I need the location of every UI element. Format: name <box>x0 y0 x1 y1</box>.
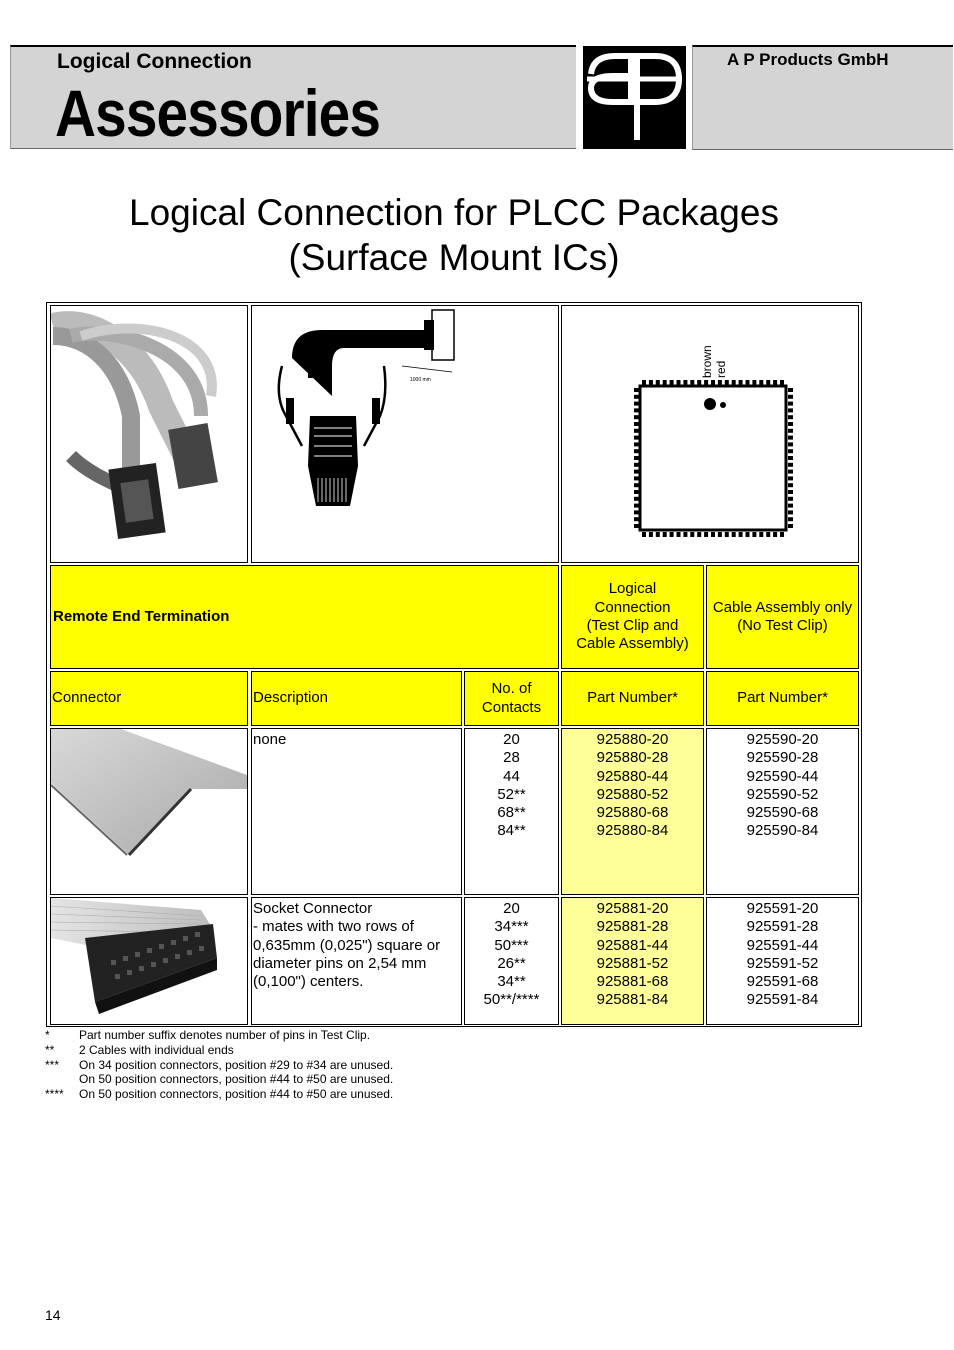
logical-header-line: Connection <box>594 598 671 616</box>
part-number: 925880-68 <box>596 804 669 822</box>
part-number: 925590-84 <box>746 822 819 840</box>
plcc-pin <box>788 442 793 446</box>
company-name: A P Products GmbH <box>727 50 889 69</box>
plcc-pin <box>746 532 750 537</box>
cable-part-cell <box>706 897 859 1025</box>
footnote-text: On 50 position connectors, position #44 to #50 are unused. <box>79 1072 394 1087</box>
contacts-cell <box>464 728 559 895</box>
plcc-pin <box>788 497 793 501</box>
description-line: Socket Connector <box>253 900 373 917</box>
connector-image-socket <box>50 897 248 1025</box>
footnote <box>45 1087 393 1102</box>
plcc-pin <box>788 415 793 419</box>
cable-assembly-photo <box>51 306 247 562</box>
plcc-pin <box>634 504 639 508</box>
part-number: 925880-52 <box>596 785 669 803</box>
col-header-description-label: Description <box>253 689 329 707</box>
footnote-mark: *** <box>45 1057 60 1072</box>
cable-part-cell <box>706 728 859 895</box>
plcc-pin <box>634 395 639 399</box>
wire-label-brown: brown <box>700 345 714 378</box>
contacts-value: 52** <box>497 785 526 803</box>
contacts-value: 68** <box>497 804 526 822</box>
wire-label-red: red <box>714 360 728 378</box>
plcc-pin <box>788 510 793 514</box>
plcc-pin <box>634 422 639 426</box>
part-number: 925881-44 <box>596 936 669 954</box>
plcc-pin <box>634 429 639 433</box>
plcc-pin <box>788 422 793 426</box>
length-label: 1000 mm <box>410 377 431 383</box>
col-header-part-logical <box>561 671 704 726</box>
plcc-pin <box>634 415 639 419</box>
plcc-pin <box>725 380 729 385</box>
plcc-pin <box>788 449 793 453</box>
col-header-description <box>251 671 462 726</box>
plcc-pin <box>649 532 653 537</box>
footnote-text: Part number suffix denotes number of pins in Test Clip. <box>79 1028 371 1042</box>
contacts-value: 20 <box>503 731 520 748</box>
part-number: 925880-28 <box>596 749 669 767</box>
part-number: 925590-44 <box>746 767 819 785</box>
plcc-pin <box>634 402 639 406</box>
header-section-panel <box>10 45 576 149</box>
plcc-pin <box>746 380 750 385</box>
cable-assembly-header <box>706 565 859 669</box>
col-header-part-logical-label: Part Number* <box>587 689 678 707</box>
plcc-pin <box>732 532 736 537</box>
footnote-mark <box>45 1072 79 1087</box>
plcc-pin <box>718 532 722 537</box>
plcc-pin <box>683 532 687 537</box>
plcc-pin <box>642 380 646 385</box>
part-number: 925881-20 <box>596 900 669 917</box>
col-header-part-cable <box>706 671 859 726</box>
plcc-pin <box>697 532 701 537</box>
plcc-pin <box>649 380 653 385</box>
plcc-pin <box>690 532 694 537</box>
page-title-line-1: Logical Connection for PLCC Packages <box>129 192 779 233</box>
footnote <box>45 1028 393 1043</box>
contacts-value: 50**/**** <box>483 991 540 1009</box>
plcc-pin <box>656 532 660 537</box>
plcc-pin <box>642 532 646 537</box>
plcc-pin <box>752 380 756 385</box>
plcc-pin <box>780 380 784 385</box>
page-title <box>0 190 908 280</box>
part-number: 925591-44 <box>746 936 819 954</box>
plcc-pin <box>759 380 763 385</box>
plcc-pin <box>634 483 639 487</box>
plcc-pin <box>634 497 639 501</box>
page-number: 14 <box>45 1307 61 1323</box>
description-line: (0,100") centers. <box>253 973 364 991</box>
description-line: diameter pins on 2,54 mm <box>253 954 427 972</box>
remote-end-termination-header <box>50 565 559 669</box>
contacts-value: 28 <box>503 749 520 767</box>
ap-logo <box>583 46 686 149</box>
plcc-pin <box>788 504 793 508</box>
plcc-pin <box>773 380 777 385</box>
plcc-pin <box>788 490 793 494</box>
plcc-pin <box>739 532 743 537</box>
contacts-value: 50*** <box>494 936 529 954</box>
plcc-pin <box>656 380 660 385</box>
plcc-pin <box>718 380 722 385</box>
description-cell <box>251 728 462 895</box>
plcc-pin <box>788 483 793 487</box>
part-number: 925881-52 <box>596 954 669 972</box>
part-number: 925590-52 <box>746 785 819 803</box>
logical-header-line: Logical <box>608 580 657 598</box>
footnote-text: 2 Cables with individual ends <box>79 1042 234 1057</box>
plcc-pin <box>634 463 639 467</box>
plcc-pin <box>690 380 694 385</box>
plcc-pin <box>788 436 793 440</box>
logical-connection-header <box>561 565 704 669</box>
plcc-pin <box>634 490 639 494</box>
plcc-pin <box>788 456 793 460</box>
ap-logo-icon <box>583 46 686 149</box>
plcc-pin <box>725 532 729 537</box>
contacts-value: 20 <box>503 900 520 917</box>
footnote <box>45 1043 393 1058</box>
part-number: 925591-20 <box>746 900 819 917</box>
header-title: Assessories <box>55 76 381 150</box>
contacts-value: 44 <box>503 767 520 785</box>
plcc-pin <box>788 395 793 399</box>
contacts-value: 84** <box>497 822 526 840</box>
contacts-value: 34*** <box>494 918 529 936</box>
plcc-pin <box>634 470 639 474</box>
footnote-text: On 34 position connectors, position #29 to #34 are unused. <box>79 1057 394 1072</box>
footnotes <box>45 1028 393 1102</box>
footnote-mark: * <box>45 1028 50 1042</box>
description-line: none <box>253 731 287 748</box>
plcc-pin <box>788 517 793 521</box>
col-header-connector <box>50 671 248 726</box>
plcc-pin <box>634 388 639 392</box>
plcc-pin <box>704 532 708 537</box>
plcc-pin <box>634 517 639 521</box>
part-number: 925881-68 <box>596 973 669 991</box>
description-cell <box>251 897 462 1025</box>
part-number: 925591-52 <box>746 954 819 972</box>
plcc-pin <box>788 476 793 480</box>
connector-image-ribbon <box>50 728 248 895</box>
plcc-pin <box>780 532 784 537</box>
part-number: 925880-44 <box>596 767 669 785</box>
test-clip-drawing <box>252 306 558 562</box>
part-number: 925881-84 <box>596 991 669 1009</box>
plcc-pin <box>670 380 674 385</box>
part-number: 925591-68 <box>746 973 819 991</box>
pin1-dot <box>704 398 716 410</box>
plcc-pin <box>788 429 793 433</box>
plcc-pin <box>788 524 793 528</box>
contacts-value: 34** <box>497 973 526 991</box>
logical-header-line: Cable Assembly) <box>576 635 689 653</box>
col-header-contacts-line: No. of <box>491 680 532 698</box>
plcc-pin <box>663 380 667 385</box>
part-number: 925880-84 <box>596 822 669 840</box>
col-header-contacts-line: Contacts <box>481 698 542 716</box>
plcc-pin <box>697 380 701 385</box>
plcc-pin <box>704 380 708 385</box>
plcc-pin <box>766 532 770 537</box>
plcc-pin <box>677 532 681 537</box>
plcc-pin <box>683 380 687 385</box>
plcc-pin <box>677 380 681 385</box>
plcc-pin <box>711 532 715 537</box>
socket-connector-image <box>51 898 247 1024</box>
plcc-pin <box>752 532 756 537</box>
page-title-line-2: (Surface Mount ICs) <box>288 237 620 278</box>
plcc-pin <box>788 470 793 474</box>
plcc-pin <box>766 380 770 385</box>
col-header-part-cable-label: Part Number* <box>737 689 828 707</box>
plcc-package-drawing <box>562 306 858 562</box>
plcc-pin <box>732 380 736 385</box>
contacts-value: 26** <box>497 954 526 972</box>
plcc-pin <box>711 380 715 385</box>
part-number: 925590-28 <box>746 749 819 767</box>
plcc-pin <box>670 532 674 537</box>
col-header-connector-label: Connector <box>52 689 122 707</box>
logical-part-cell <box>561 897 704 1025</box>
test-clip-diagram-cell <box>251 305 559 563</box>
part-number: 925591-28 <box>746 918 819 936</box>
plcc-pin <box>634 456 639 460</box>
part-number: 925590-20 <box>746 731 819 748</box>
cable-photo-cell <box>50 305 248 563</box>
part-number: 925880-20 <box>596 731 669 748</box>
plcc-pin <box>759 532 763 537</box>
remote-end-termination-label: Remote End Termination <box>53 607 230 625</box>
description-line: 0,635mm (0,025") square or <box>253 936 441 954</box>
plcc-pin <box>634 408 639 412</box>
plcc-pin <box>788 463 793 467</box>
plcc-pin <box>739 380 743 385</box>
plcc-pin <box>788 388 793 392</box>
cable-header-line: (No Test Clip) <box>737 617 828 634</box>
footnote-mark: **** <box>45 1087 64 1102</box>
contacts-cell <box>464 897 559 1025</box>
logical-part-cell <box>561 728 704 895</box>
logical-header-line: (Test Clip and <box>586 617 679 634</box>
plcc-pin <box>634 442 639 446</box>
header-company-panel <box>692 45 953 150</box>
footnote-mark: ** <box>45 1042 55 1057</box>
part-number: 925590-68 <box>746 804 819 822</box>
header-section-label: Logical Connection <box>57 50 252 73</box>
flat-ribbon-cable-image <box>51 729 247 894</box>
cable-header-line: Cable Assembly only <box>712 598 853 616</box>
plcc-pin <box>634 436 639 440</box>
plcc-pin <box>788 408 793 412</box>
plcc-pin <box>634 510 639 514</box>
part-number: 925591-84 <box>746 991 819 1009</box>
plcc-pin <box>634 449 639 453</box>
plcc-pin <box>773 532 777 537</box>
description-line: - mates with two rows of <box>253 918 414 936</box>
plcc-pin <box>788 402 793 406</box>
footnote-text: On 50 position connectors, position #44 to #50 are unused. <box>79 1087 394 1102</box>
plcc-pin <box>663 532 667 537</box>
plcc-pinout-cell <box>561 305 859 563</box>
plcc-pin <box>634 524 639 528</box>
footnote <box>45 1058 393 1073</box>
plcc-pin <box>634 476 639 480</box>
col-header-contacts <box>464 671 559 726</box>
part-number: 925881-28 <box>596 918 669 936</box>
footnote <box>45 1072 393 1087</box>
